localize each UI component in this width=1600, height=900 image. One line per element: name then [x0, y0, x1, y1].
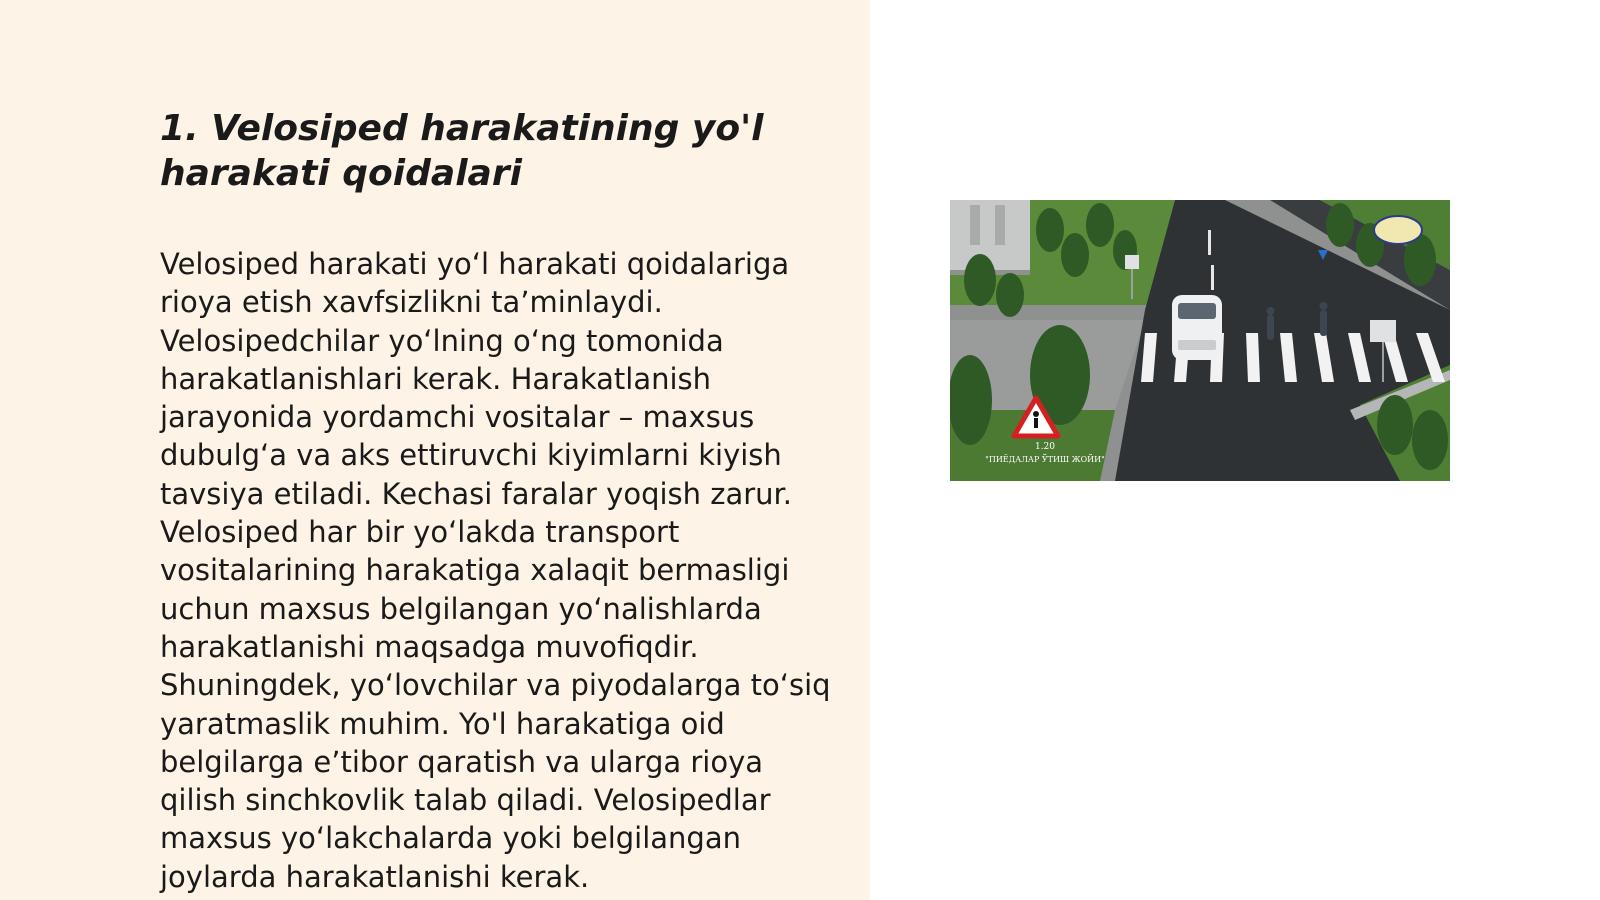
- slide-body-text: Velosiped harakati yoʻl harakati qoidalariga rioya etish xavfsizlikni taʼminlaydi. Velosipedchilar yoʻlning oʻng tomonida harakatlanishlari kerak. Harakatlanish jarayonida yordamchi vositalar – maxsus dubulgʻa va aks ettiruvchi kiyimlarni kiyish tavsiya etiladi. Kechasi faralar yoqish zarur. Velosiped har bir yoʻlakda transport vositalarining harakatiga xalaqit bermasligi uchun maxsus belgilangan yoʻnalishlarda harakatlanishi maqsadga muvofiqdir. Shuningdek, yoʻlovchilar va piyodalarga toʻsiq yaratmaslik muhim. Yo'l harakatiga oid belgilarga eʼtibor qaratish va ularga rioya qilish sinchkovlik talab qiladi. Velosipedlar maxsus yoʻlakchalarda yoki belgilangan joylarda harakatlanishi kerak.: [160, 247, 831, 894]
- sign-caption-label: "ПИЁДАЛАР ЎТИШ ЖОЙИ": [985, 455, 1105, 464]
- slide-title: 1. Velosiped harakatining yo'l harakati qoidalari: [160, 108, 764, 194]
- sign-number-label: 1.20: [1034, 442, 1056, 452]
- building: [950, 200, 1030, 270]
- car: [1172, 295, 1222, 360]
- logo-badge: [1374, 216, 1422, 244]
- pedestrian-crossing-image: [950, 200, 1450, 481]
